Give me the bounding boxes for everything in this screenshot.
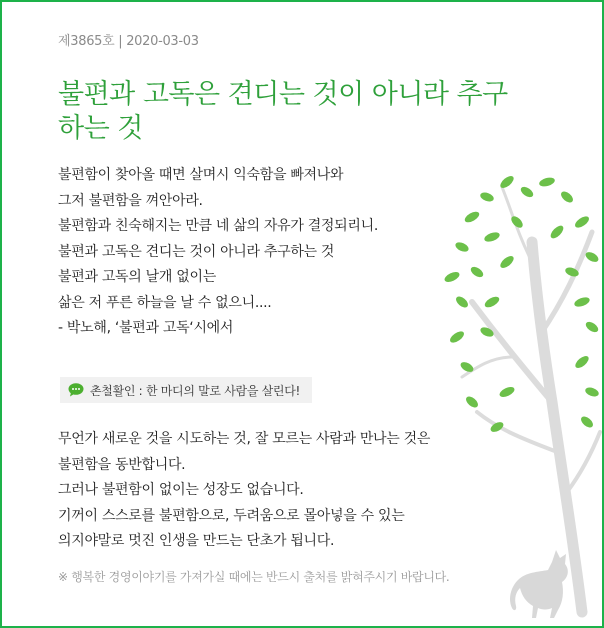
tree-leaves: [443, 174, 600, 434]
body-line: 무언가 새로운 것을 시도하는 것, 잘 모르는 사람과 만나는 것은: [58, 431, 431, 447]
poem-line: 그저 불편함을 껴안아라.: [58, 192, 203, 209]
poem-quote: [58, 163, 438, 342]
speech-bubble-icon: [68, 383, 84, 397]
cat-silhouette: [508, 548, 578, 618]
meta-separator: |: [118, 34, 123, 49]
poem-attribution: - 박노해, ‘불편과 고독‘시에서: [58, 320, 234, 336]
issue-date: 2020-03-03: [126, 34, 199, 49]
poem-line: 불편과 고독은 견디는 것이 아니라 추구하는 것: [58, 243, 335, 260]
issue-meta: [58, 30, 199, 49]
poem-line: 불편함이 찾아올 때면 살며시 익숙함을 빠져나와: [58, 167, 344, 183]
poem-line: 삶은 저 푸른 하늘을 날 수 없으니....: [58, 294, 272, 311]
body-line: 기꺼이 스스로를 불편함으로, 두려움으로 몰아넣을 수 있는: [58, 507, 405, 524]
quote-badge: [60, 377, 312, 403]
poem-line: 불편함과 친숙해지는 만큼 네 삶의 자유가 결정되리니.: [58, 218, 378, 234]
quote-badge-text: 촌철활인 : 한 마디의 말로 사람을 살린다!: [90, 383, 301, 398]
body-line: 그러나 불편함이 없이는 성장도 없습니다.: [58, 482, 304, 498]
body-line: 의지야말로 멋진 인생을 만드는 단초가 됩니다.: [58, 533, 335, 549]
body-line: 불편함을 동반합니다.: [58, 456, 186, 473]
issue-number: 제3865호: [58, 34, 115, 49]
page-title: 불편과 고독은 견디는 것이 아니라 추구하는 것: [58, 79, 508, 144]
copyright-notice: ※ 행복한 경영이야기를 가져가실 때에는 반드시 출처를 밝혀주시기 바랍니다.: [58, 570, 450, 584]
poem-line: 불편과 고독의 날개 없이는: [58, 269, 216, 285]
